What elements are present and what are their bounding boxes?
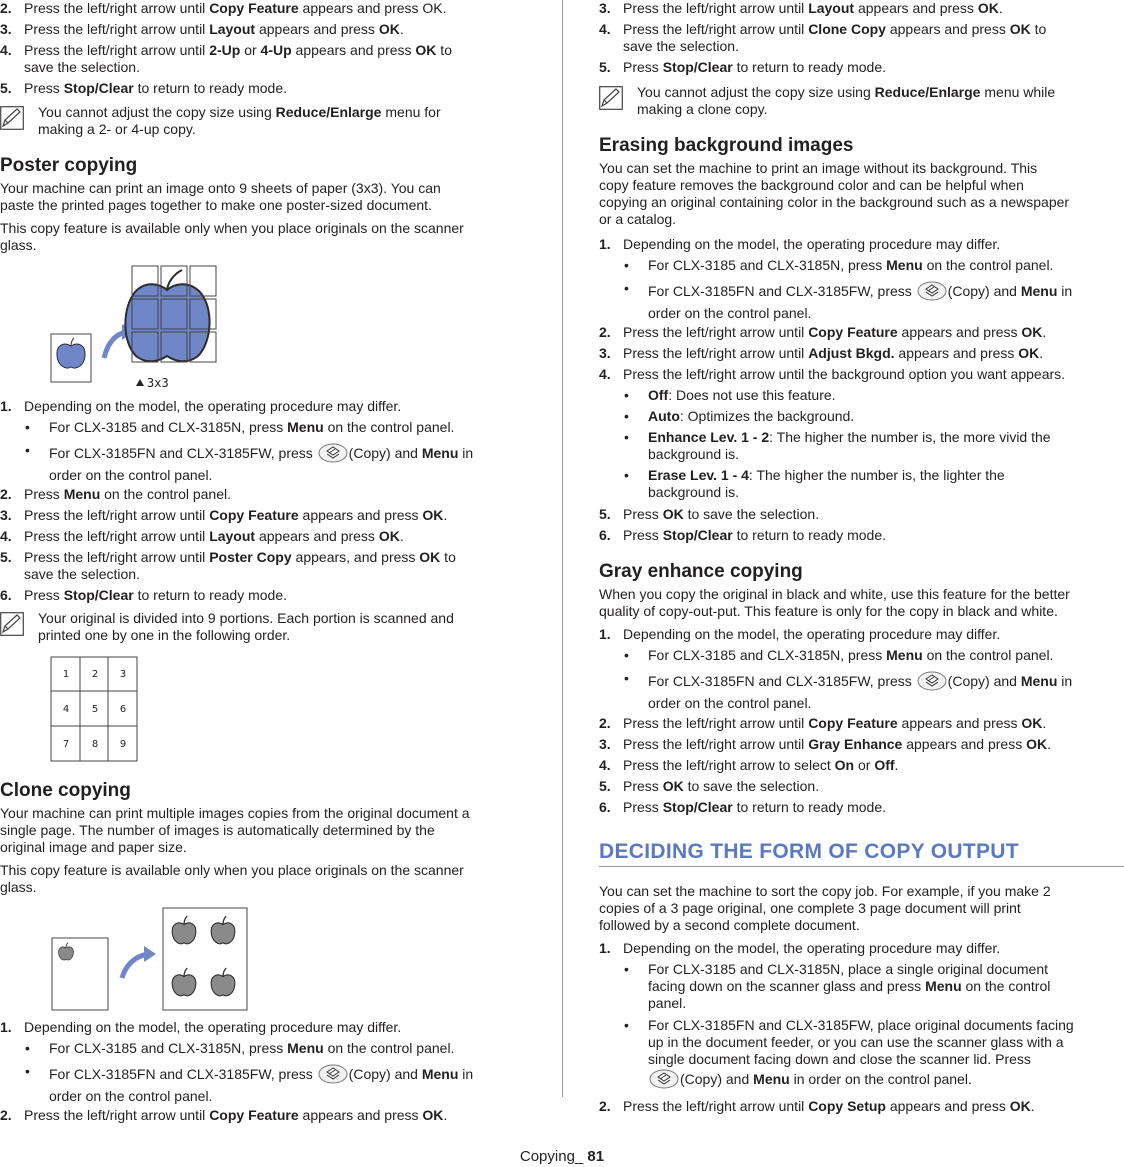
poster-3x3-grid: [125, 266, 216, 390]
grid-cell: 2: [91, 669, 99, 680]
poster-intro: Your machine can print an image onto 9 sheets of paper (3x3). You can paste the printed pages together to make one poster-sized document.: [0, 180, 441, 213]
clone-intro: Your machine can print multiple images copies from the original document a single page. The number of images is automatically determined by the original image and paper size.: [0, 805, 470, 855]
note-pencil-icon: [0, 106, 24, 130]
poster-bullet-2: • For CLX-3185FN and CLX-3185FW, press (Copy) and Menu in order on the control panel.: [25, 442, 474, 483]
footer-label: Copying_: [519, 1148, 588, 1165]
scan-order-grid: [50, 656, 140, 762]
note-pencil-icon: [599, 86, 623, 110]
gray-bullet-2: • For CLX-3185FN and CLX-3185FW, press (Copy) and Menu in order on the control panel.: [624, 670, 1073, 711]
poster-illustration: [48, 262, 228, 390]
grid-cell: 5: [91, 704, 99, 715]
chapter-heading-copy-output: DECIDING THE FORM OF COPY OUTPUT: [599, 840, 1124, 867]
note-poster-order: Your original is divided into 9 portions. Each portion is scanned and printed one by one in the following order.: [0, 610, 524, 646]
grid-cell: 1: [62, 669, 70, 680]
page-number: 81: [587, 1148, 605, 1165]
deciding-intro: You can set the machine to sort the copy job. For example, if you make 2 copies of a 3 page original, one complete 3 page document will print followed by a second complete document.: [599, 883, 1051, 933]
erase-option-enhance: • Enhance Lev. 1 - 2: The higher the number is, the more vivid the background is.: [624, 429, 1051, 462]
copy-button-icon: [318, 443, 348, 463]
poster-step-5: 5. Press the left/right arrow until Poster Copy appears, and press OK to save the selection.: [0, 549, 456, 582]
poster-availability: This copy feature is available only when you place originals on the scanner glass.: [0, 220, 464, 253]
clone-availability: This copy feature is available only when you place originals on the scanner glass.: [0, 862, 464, 895]
page-footer: [0, 1148, 1124, 1165]
clone-bullet-2: • For CLX-3185FN and CLX-3185FW, press (Copy) and Menu in order on the control panel.: [25, 1063, 474, 1104]
note-layout-size: You cannot adjust the copy size using Reduce/Enlarge menu for making a 2- or 4-up copy.: [0, 104, 524, 140]
clone-illustration: [50, 906, 250, 1012]
step-4-layout: 4. Press the left/right arrow until 2-Up or 4-Up appears and press OK to save the selection.: [0, 42, 452, 75]
erase-option-erase: • Erase Lev. 1 - 4: The higher the number is, the lighter the background is.: [624, 467, 1005, 500]
section-title-gray: Gray enhance copying: [599, 561, 803, 582]
original-page: [51, 334, 91, 382]
grid-cell: 6: [119, 704, 127, 715]
deciding-bullet-2: • For CLX-3185FN and CLX-3185FW, place original documents facing up in the document feeder, or you can use the scanner glass with a single document facing down and close the scanner lid. Press (Copy) and Menu in order on the control panel.: [624, 1017, 1074, 1087]
poster-caption: 3x3: [147, 376, 169, 390]
section-title-poster: Poster copying: [0, 155, 138, 176]
grid-cell: 3: [119, 669, 127, 680]
grid-cell: 4: [62, 704, 70, 715]
column-divider: [562, 0, 563, 1097]
note-clone-size: You cannot adjust the copy size using Reduce/Enlarge menu while making a clone copy.: [599, 84, 1124, 120]
deciding-bullet-1: • For CLX-3185 and CLX-3185N, place a single original document facing down on the scanner glass and press Menu on the control panel.: [624, 961, 1051, 1011]
grid-cell: 7: [62, 739, 70, 750]
erase-bullet-2: • For CLX-3185FN and CLX-3185FW, press (Copy) and Menu in order on the control panel.: [624, 280, 1073, 321]
note-pencil-icon: [0, 612, 24, 636]
copy-button-icon: [649, 1069, 679, 1089]
gray-intro: When you copy the original in black and white, use this feature for the better quality of copy-out-put. This feature is only for the copy in black and white.: [599, 586, 1070, 619]
copy-button-icon: [318, 1064, 348, 1084]
grid-cell: 8: [91, 739, 99, 750]
section-title-clone: Clone copying: [0, 780, 131, 801]
grid-cell: 9: [119, 739, 127, 750]
copy-button-icon: [917, 281, 947, 301]
erase-intro: You can set the machine to print an image without its background. This copy feature removes the background color and can be helpful when copying an original containing color in the background such as a newspaper or a catalog.: [599, 160, 1070, 227]
clone-step-4: 4. Press the left/right arrow until Clone Copy appears and press OK to save the selection.: [599, 21, 1047, 54]
copy-button-icon: [917, 671, 947, 691]
section-title-erase: Erasing background images: [599, 135, 854, 156]
